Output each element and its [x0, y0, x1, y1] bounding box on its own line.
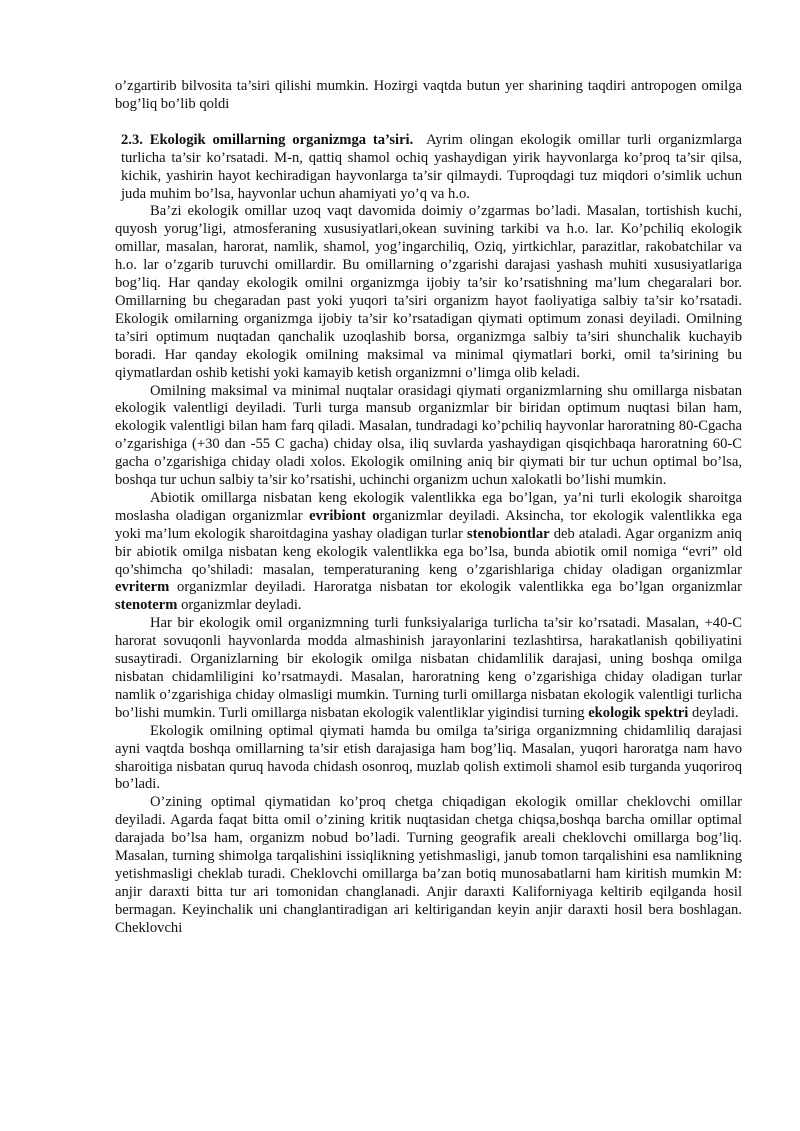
- paragraph-gap: [115, 114, 742, 132]
- p4-text-c: deyladi.: [692, 704, 739, 721]
- paragraph-1: Ba’zi ekologik omillar uzoq vaqt davomida doimiy o’zgarmas bo’ladi. Masalan, tortishish kuchi, quyosh yorug’ligi, atmosferaning xususiyatlari,okean suvining tarkibi va h.o. lar. Ko’pchiliq ekologik omillar, masalan, harorat, namlik, shamol, yog’ingarchiliq, Oziq, yirtkichlar, parazitlar, rakobatchilar va h.o. lar o’zgarib turuvchi omillardir. Bu omillarning o’zgarishi darajasi yashash muhiti xususiyatlariga bog’liq. Har qanday ekologik omilni organizmga ijobiy ta’sir ko’rsatishning ma’lum chegaralari bor. Omillarning bu chegaradan past yoki yuqori ta’siri organizm hayot faoliyatiga salbiy ta’sir ko’rsatadi. Ekologik omilarning organizmga ijobiy ta’sir ko’rsatadigan qiymati optimum zonasi deyiladi. Omilning ta’siri optimum nuqtadan qanchalik uzoqlashib borsa, organizmga salbiy ta’siri shunchalik kuchayib boradi. Har qanday ekologik omilning maksimal va minimal qiymatlari borki, omil ta’sirining bu qiymatlardan oshib ketishi yoki kamayib ketish organizmni o’limga olib keladi.: [115, 203, 742, 381]
- section-title: 2.3. Ekologik omillarning organizmga ta’siri.: [121, 131, 414, 148]
- p3-text-c: rganizmlar deyiladi. Aksincha, tor ekologik valentlikka ega yoki ma’lum ekologik sharoitdagina yashay oladigan turlar: [115, 507, 742, 542]
- p3-text-f: organizmlar deyladi.: [181, 597, 302, 614]
- term-stenoterm: stenoterm: [115, 597, 178, 614]
- p3-text-d: deb ataladi. Agar organizm aniq bir abiotik omilga nisbatan keng ekologik valentlikka ega bo’lsa, bunda abiotik omil nomiga “evri” old qo’shimcha qo’shiladi: masalan, temperaturaning keng o’zgarishlariga chiday oladigan organizmlar: [115, 525, 742, 578]
- document-page: [115, 78, 742, 938]
- term-evribiont: evribiont o: [309, 507, 380, 524]
- paragraph-3: [115, 490, 742, 615]
- paragraph-5: Ekologik omilning optimal qiymati hamda bu omilga ta’siriga organizmning chidamliliq darajasi ayni vaqtda boshqa omillarning ta’sir etish darajasiga ham bog’liq. Masalan, yuqori haroratga nam havo sharoitiga nisbatan quruq havoda chidash osonroq, muzlab qolish extimoli shamol esib turganda yuqoriroq bo’ladi.: [115, 722, 742, 793]
- term-evriterm: evriterm: [115, 579, 170, 596]
- term-ekologik-spektri: ekologik spektri: [588, 704, 689, 721]
- section-paragraph: [115, 132, 742, 204]
- p4-text-a: Har bir ekologik omil organizmning turli funksiyalariga turlicha ta’sir ko’rsatadi. Masalan, +40-C harorat sovuqonli hayvonlarda modda almashinish jarayonlarini tezlashtirsa, harakatlanish qobiliyatini susaytiradi. Organizlarning bir ekologik omilga nisbatan chidamlilik darajasi, uning boshqa omilga nisbatan chidamliligini ko’rsatmaydi. Masalan, haroratning keng o’zgarishiga chiday oladigan turlar namlik o’zgarishiga chiday olmasligi mumkin. Turning turli omillarga nisbatan ekologik valentligi turlicha bo’lishi mumkin. Turli omillarga nisbatan ekologik valentliklar yigindisi turning: [115, 615, 742, 721]
- paragraph-2: Omilning maksimal va minimal nuqtalar orasidagi qiymati organizmlarning shu omillarga nisbatan ekologik valentligi deyiladi. Turli turga mansub organizmlar bir biridan optimum nuqtasi bilan ham, ekologik valentligi bilan ham farq qiladi. Masalan, tundradagi ko’pchiliq hayvonlar haroratning 80-Cgacha o’zgarishiga (+30 dan -55 C gacha) chiday olsa, iliq suvlarda yashaydigan qisqichbaqa haroratning 60-C gacha o’zgarishiga chiday oladi xolos. Ekologik omilning aniq bir qiymati bir tur uchun optimal bo’lsa, boshqa tur uchun salbiy ta’sir ko’rsatishi, uchinchi organizm uchun xalokatli bo’lishi mumkin.: [115, 382, 742, 489]
- paragraph-4: [115, 615, 742, 722]
- term-stenobiontlar: stenobiontlar: [466, 525, 550, 542]
- paragraph-6: O’zining optimal qiymatidan ko’proq chetga chiqadigan ekologik omillar cheklovchi omillar deyiladi. Agarda faqat bitta omil o’zining kritik nuqtasidan chetga chiqsa,boshqa barcha omillar optimal darajada bo’lsa ham, organizm nobud bo’ladi. Turning geografik areali cheklovchi omillarga bog’liq. Masalan, turning shimolga tarqalishini issiqlikning yetishmasligi, janub tomon tarqalishini esa namlikning yetishmasligi cheklab turadi. Cheklovchi omillarga ba’zan botiq munosabatlarni ham kiritish mumkin M: anjir daraxti bitta tur ari tomonidan changlanadi. Anjir daraxti Kaliforniyaga keltirib eqilganda hosil bermagan. Keyinchalik uni changlantiradigan ari keltirigandan keyin anjir daraxti hosil bera boshlagan. Cheklovchi: [115, 794, 742, 936]
- intro-paragraph: o’zgartirib bilvosita ta’siri qilishi mumkin. Hozirgi vaqtda butun yer sharining taqdiri antropogen omilga bog’liq bo’lib qoldi: [115, 78, 742, 112]
- p3-text-a: Abiotik omillarga nisbatan keng ekologik valentlikka ega bo’lgan, ya’ni turli ekologik sharoitga moslasha oladigan organizmlar: [115, 489, 742, 524]
- section-lead: Ayrim olingan ekologik omillar turli organizmlarga turlicha ta’sir ko’rsatadi. M-n, qattiq shamol ochiq yashaydigan yirik hayvonlarga ko’proq ta’sir qilsa, kichik, yashirin hayot kechiradigan hayvonlarga ta’sir qilmaydi. Tuproqdagi tuz miqdori o’simlik uchun juda muhim bo’lsa, hayvonlar uchun ahamiyati yo’q va h.o.: [121, 131, 742, 202]
- p3-text-e: organizmlar deyiladi. Haroratga nisbatan tor ekologik valentlikka ega bo’lgan organizmlar: [177, 579, 742, 596]
